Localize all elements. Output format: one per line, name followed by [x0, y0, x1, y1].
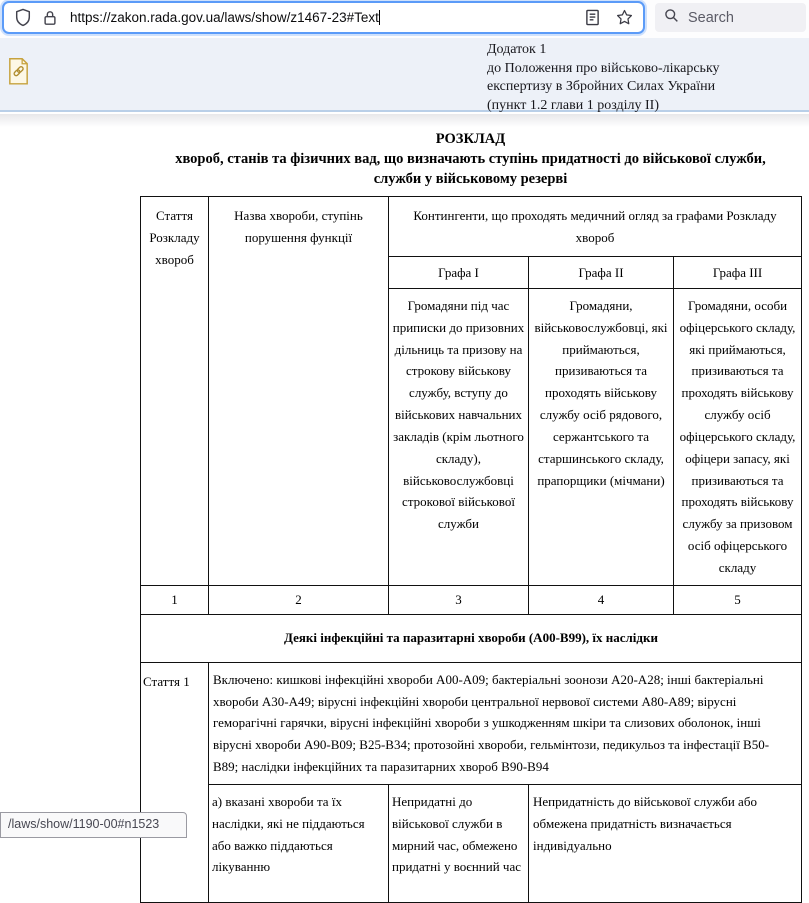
section-header: Деякі інфекційні та паразитарні хвороби (A00-B99), їх наслідки: [141, 614, 802, 662]
annex-line-4: (пункт 1.2 глави 1 розділу II): [487, 97, 659, 113]
article1a-grafa1-verdict: Непридатні до військової служби в мирний час, обмежено придатні у воєнний час: [389, 784, 529, 902]
status-text: /laws/show/1190-00#n1523: [8, 817, 160, 831]
article1-included: Включено: кишкові інфекційні хвороби A00-A09; бактеріальні зоонози A20-A28; інші бактеріальні хвороби A30-A49; вірусні інфекційні хвороби центральної нервової системи A80-A89; вірусні геморагічні гарячки, вірусні інфекційні хвороби з ушкодженням шкіри та слизових оболонок, інші вірусні хвороби A90-B09; B25-B34; протозойні хвороби, гельмінтози, педикульоз та інфестації B50-B89; наслідки інфекційних та паразитарних хвороб B90-B94: [209, 662, 802, 784]
url-input[interactable]: [70, 10, 577, 25]
header-article-col: Стаття Розкладу хвороб: [141, 197, 209, 586]
grafa3-description: Громадяни, особи офіцерського складу, які приймаються, призиваються та проходять військову службу осіб офіцерського складу, офіцери запасу, які призиваються та проходять військову службу за призовом осіб офіцерського складу: [674, 289, 802, 586]
header-grafa1: Графа I: [389, 257, 529, 289]
reader-mode-icon[interactable]: [585, 9, 600, 26]
article1a-grafa23-verdict: Непридатність до військової служби або обмежена придатність визначається індивідуально: [529, 784, 802, 902]
header-contingents: Контингенти, що проходять медичний огляд за графами Розкладу хвороб: [389, 197, 802, 257]
band-shadow: [0, 114, 809, 127]
colnum-3: 3: [389, 585, 529, 614]
text-cursor: [379, 10, 381, 25]
colnum-5: 5: [674, 585, 802, 614]
search-box[interactable]: [655, 3, 806, 32]
lock-icon[interactable]: [42, 9, 58, 27]
document-title: РОЗКЛАД: [435, 131, 506, 147]
status-link-preview: [0, 812, 187, 838]
header-disease-col: Назва хвороби, ступінь порушення функції: [209, 197, 389, 586]
disease-schedule-table: [140, 196, 802, 903]
search-icon: [664, 8, 679, 27]
colnum-4: 4: [529, 585, 674, 614]
browser-toolbar: [0, 0, 809, 38]
document-title-block: [140, 129, 801, 189]
grafa2-description: Громадяни, військовослужбовці, які приймаються, призиваються та проходять військову службу осіб рядового, сержантського та старшинського складу, прапорщики (мічмани): [529, 289, 674, 586]
shield-icon[interactable]: [14, 8, 32, 27]
colnum-2: 2: [209, 585, 389, 614]
document-subtitle-line2: служби у військовому резерві: [373, 171, 568, 187]
colnum-1: 1: [141, 585, 209, 614]
header-grafa2: Графа II: [529, 257, 674, 289]
annex-caption: [487, 41, 720, 115]
document-link-icon[interactable]: [8, 56, 29, 92]
article1a-name: а) вказані хвороби та їх наслідки, які не піддаються або важко піддаються лікуванню: [209, 784, 389, 902]
url-bar[interactable]: [4, 3, 643, 32]
document-subtitle-line1: хвороб, станів та фізичних вад, що визначають ступінь придатності до військової служби,: [175, 151, 766, 167]
annex-line-3: експертизу в Збройних Силах України: [487, 79, 716, 94]
article1-label: Стаття 1: [141, 662, 209, 902]
annex-line-2: до Положення про військово-лікарську: [487, 60, 720, 76]
url-value: https://zakon.rada.gov.ua/laws/show/z1467-23#Text: [70, 10, 379, 25]
annex-header-band: [0, 38, 809, 112]
annex-line-1: Додаток 1: [487, 42, 547, 57]
search-placeholder: Search: [688, 9, 734, 26]
bookmark-star-icon[interactable]: [616, 9, 633, 26]
grafa1-description: Громадяни під час приписки до призовних дільниць та призову на строкову військову службу, вступу до військових навчальних закладів (крім льотного складу), військовослужбовці строкової військової служби: [389, 289, 529, 586]
header-grafa3: Графа III: [674, 257, 802, 289]
